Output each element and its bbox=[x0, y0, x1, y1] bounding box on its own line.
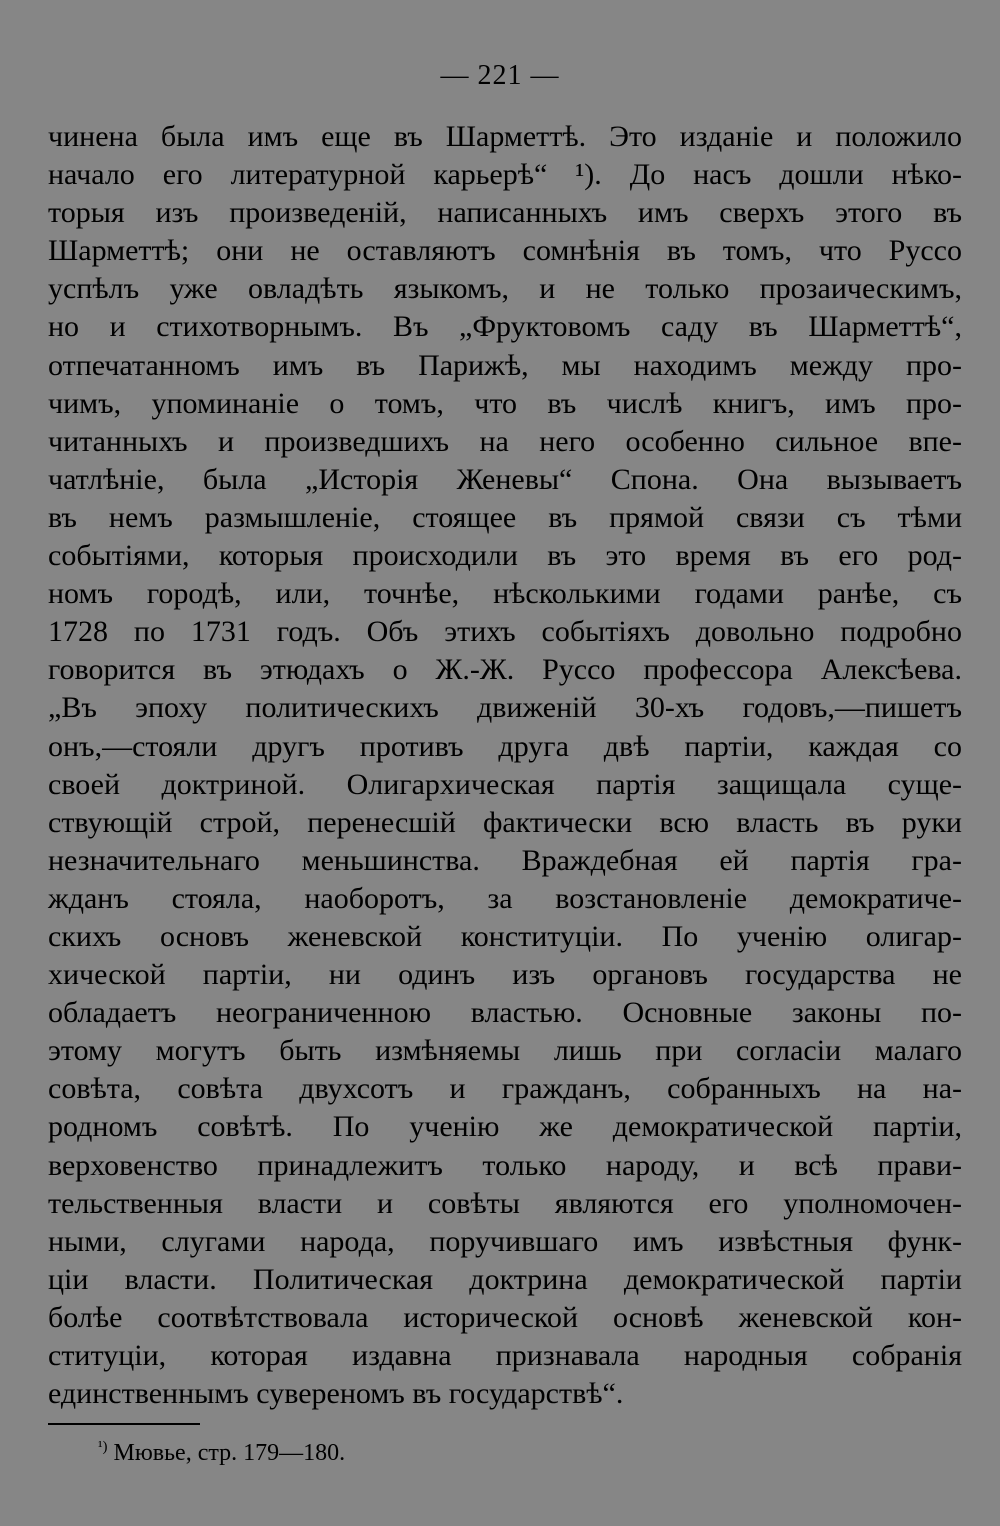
text-line: совѣта, совѣта двухсотъ и гражданъ, собранныхъ на на- bbox=[48, 1072, 962, 1106]
text-line: говорится въ этюдахъ о Ж.-Ж. Руссо профессора Алексѣева. bbox=[48, 653, 962, 687]
text-line: ституціи, которая издавна признавала народныя собранія bbox=[48, 1339, 962, 1372]
footnote bbox=[98, 1432, 345, 1468]
text-line: скихъ основъ женевской конституціи. По ученію олигар- bbox=[48, 919, 962, 953]
text-line: ціи власти. Политическая доктрина демократической партіи bbox=[48, 1262, 962, 1296]
text-line: хической партіи, ни одинъ изъ органовъ государства не bbox=[48, 958, 962, 992]
text-line: верховенство принадлежитъ только народу, и всѣ прави- bbox=[48, 1148, 962, 1182]
text-line: чинена была имъ еще въ Шарметтѣ. Это изданіе и положило bbox=[48, 120, 962, 153]
text-line: болѣе соотвѣтствовала исторической основѣ женевской кон- bbox=[48, 1300, 962, 1334]
text-line: но и стихотворнымъ. Въ „Фруктовомъ саду въ Шарметтѣ“, bbox=[48, 310, 962, 344]
text-line: незначительнаго меньшинства. Враждебная ей партія гра- bbox=[48, 843, 962, 877]
text-line: своей доктриной. Олигархическая партія защищала суще- bbox=[48, 767, 962, 801]
text-line: въ немъ размышленіе, стоящее въ прямой связи съ тѣми bbox=[48, 500, 962, 534]
text-line: начало его литературной карьерѣ“ ¹). До насъ дошли нѣко- bbox=[48, 158, 962, 192]
body-text bbox=[48, 118, 962, 1413]
footnote-marker: ¹) bbox=[98, 1439, 108, 1455]
text-line: ными, слугами народа, поручившаго имъ извѣстныя функ- bbox=[48, 1224, 962, 1258]
page-number: — 221 — bbox=[440, 60, 560, 91]
text-line: торыя изъ произведеній, написанныхъ имъ сверхъ этого въ bbox=[48, 196, 962, 230]
text-line: отпечатанномъ имъ въ Парижѣ, мы находимъ между про- bbox=[48, 348, 962, 382]
text-line: Шарметтѣ; они не оставляютъ сомнѣнія въ томъ, что Руссо bbox=[48, 234, 962, 268]
text-line: читанныхъ и произведшихъ на него особенно сильное впе- bbox=[48, 424, 962, 458]
text-line: „Въ эпоху политическихъ движеній 30-хъ годовъ,—пишетъ bbox=[48, 691, 962, 725]
text-line: номъ городѣ, или, точнѣе, нѣсколькими годами ранѣе, съ bbox=[48, 577, 962, 611]
text-line: единственнымъ сувереномъ въ государствѣ“. bbox=[48, 1377, 624, 1411]
text-line: родномъ совѣтѣ. По ученію же демократической партіи, bbox=[48, 1110, 962, 1144]
text-line: успѣлъ уже овладѣть языкомъ, и не только прозаическимъ, bbox=[48, 272, 962, 306]
footnote-text: Мювье, стр. 179—180. bbox=[113, 1440, 346, 1466]
text-line: 1728 по 1731 годъ. Объ этихъ событіяхъ довольно подробно bbox=[48, 615, 962, 649]
text-line: событіями, которыя происходили въ это время въ его род- bbox=[48, 539, 962, 573]
text-line: ствующій строй, перенесшій фактически всю власть въ руки bbox=[48, 805, 962, 839]
footnote-divider bbox=[48, 1423, 200, 1425]
text-line: жданъ стояла, наоборотъ, за возстановленіе демократиче- bbox=[48, 881, 962, 915]
text-line: чимъ, упоминаніе о томъ, что въ числѣ книгъ, имъ про- bbox=[48, 386, 962, 420]
text-line: чатлѣніе, была „Исторія Женевы“ Спона. Она вызываетъ bbox=[48, 462, 962, 496]
text-line: обладаетъ неограниченною властью. Основные законы по- bbox=[48, 996, 962, 1030]
text-line: онъ,—стояли другъ противъ друга двѣ партіи, каждая со bbox=[48, 729, 962, 763]
text-line: этому могутъ быть измѣняемы лишь при согласіи малаго bbox=[48, 1034, 962, 1068]
text-line: тельственныя власти и совѣты являются его уполномочен- bbox=[48, 1186, 962, 1220]
